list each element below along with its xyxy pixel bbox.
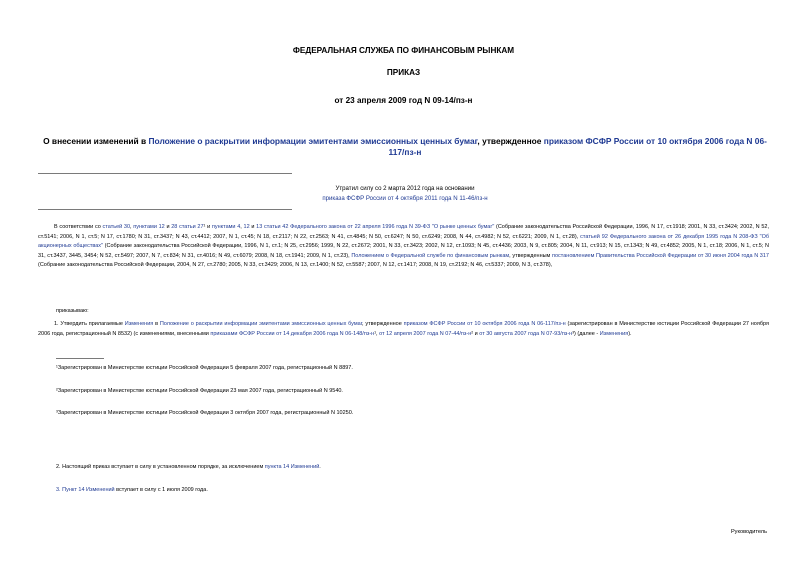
text: (Собрание законодательства Российской Федерации, 1996, N 1, ст.1; N 25, ст.2956; 1999, N 22, ст.2672; 2001, N 33, ст.3423; 2002, N 12, ст.1093; N 45, ст.4436; 2003, N 9, ст.805; 2004, N 11, ст.913; N 15, ст.1343; N 49, ст.4852; 2005, N 1, ст.18; 2006, N 1, ст.5; N 31, ст.3437, 3445, 3454; N 52, ст.5497; 2007, N 7, ст.834; N 31, ст.4016; N 49, ст.6079; 2008, N 18, ст.1941; 2009, N 1, ст.23), xyxy=(38,243,769,259)
text: , xyxy=(130,224,134,230)
title-link-order[interactable]: приказом ФСФР России от 10 октября 2006 года N 06-117/пз-н xyxy=(388,136,767,157)
text: (Собрание законодательства Российской Федерации, 2004, N 27, ст.2780; 2005, N 33, ст.3429; 2006, N 13, ст.1400; N 52, ст.5587; 2007, N 12, ст.1417; 2008, N 19, ст.2192; N 46, ст.5337; 2009, N 3, ст.378), xyxy=(38,262,553,268)
text: (зарегистрирован в Министерстве юстиции Российской Федерации 27 ноября 2006 года, регистрационный N 8532) (с изменениями, внесенными xyxy=(38,321,769,337)
title-text: О внесении изменений в xyxy=(43,136,149,146)
link-point-12[interactable]: 12 xyxy=(243,224,250,230)
footnote-mark: ² xyxy=(56,388,58,394)
link-point-14[interactable]: пункта 14 Изменений xyxy=(264,464,320,470)
text: , утвержденным xyxy=(509,252,552,259)
footnote-mark: ³ xyxy=(56,410,58,416)
link-point-14-item3[interactable]: Пункт 14 Изменений xyxy=(62,487,115,493)
link-changes-ref[interactable]: Изменения xyxy=(599,330,629,337)
footnote-text: Зарегистрирован в Министерстве юстиции Российской Федерации 23 мая 2007 года, регистрационный N 9540. xyxy=(57,388,343,394)
doc-type-heading: ПРИКАЗ xyxy=(386,68,421,77)
text: 1. Утвердить прилагаемые xyxy=(54,321,125,327)
link-points-12[interactable]: пунктами 12 xyxy=(133,224,165,230)
text: ¹ и xyxy=(203,224,212,230)
footnote xyxy=(56,410,353,416)
text: вступает в силу с 1 июля 2009 года. xyxy=(114,487,208,493)
link-order-07-93[interactable]: от 30 августа 2007 года N 07-93/пз-н xyxy=(479,330,573,337)
date-number-heading: от 23 апреля 2009 год N 09-14/пз-н xyxy=(334,96,473,105)
text: ³) (далее - xyxy=(572,330,600,337)
footnote-text: Зарегистрирован в Министерстве юстиции Российской Федерации 3 октября 2007 года, регистрационный N 10250. xyxy=(57,410,354,416)
lost-force-link[interactable]: приказа ФСФР России от 4 октября 2011 года N 11-46/пз-н xyxy=(322,195,488,202)
item-3-paragraph xyxy=(56,487,208,493)
link-fsfr-regulation[interactable]: Положением о Федеральной службе по финансовым рынкам xyxy=(351,252,510,259)
link-law-208fz[interactable]: статьей 92 Федерального закона от 26 декабря 1995 года N 208-ФЗ "Об акционерных обществах" xyxy=(38,233,770,249)
link-order-06-117[interactable]: приказом ФСФР России от 10 октября 2006 года N 06-117/пз-н xyxy=(403,321,566,327)
agency-heading: ФЕДЕРАЛЬНАЯ СЛУЖБА ПО ФИНАНСОВЫМ РЫНКАМ xyxy=(292,46,515,55)
signature-role: Руководитель xyxy=(730,529,767,535)
footnote-text: Зарегистрирован в Министерстве юстиции Российской Федерации 5 февраля 2007 года, регистрационный N 8897. xyxy=(57,365,353,371)
text: ¹, xyxy=(374,330,380,337)
link-item-3-number[interactable]: 3. xyxy=(56,487,63,493)
document-title xyxy=(36,136,774,158)
footnote xyxy=(56,388,343,394)
link-order-07-44[interactable]: от 12 апреля 2007 года N 07-44/пз-н xyxy=(379,330,472,337)
text: В соответствии со xyxy=(54,224,103,230)
divider xyxy=(38,209,292,210)
text: в xyxy=(153,321,160,327)
link-points-4[interactable]: пунктами 4 xyxy=(211,224,241,230)
text: , утвержденное xyxy=(362,321,404,327)
text: и xyxy=(164,224,172,230)
divider xyxy=(38,173,292,174)
link-article-27[interactable]: 28 статьи 27 xyxy=(171,224,204,230)
text: ² и xyxy=(471,330,480,337)
text: 2. Настоящий приказ вступает в силу в установленном порядке, за исключением xyxy=(56,464,265,470)
title-link-regulation[interactable]: Положение о раскрытии информации эмитентами эмиссионных ценных бумаг xyxy=(148,136,478,146)
item-2-paragraph xyxy=(56,464,321,470)
text: и xyxy=(249,224,257,230)
lost-force-text: Утратил силу со 2 марта 2012 года на основании xyxy=(335,185,475,192)
order-word: приказываю: xyxy=(56,308,89,314)
footnote-divider xyxy=(56,358,104,359)
link-changes[interactable]: Изменения xyxy=(124,321,154,327)
link-regulation[interactable]: Положение о раскрытии информации эмитентами эмиссионных ценных бумаг xyxy=(159,321,363,327)
text: . xyxy=(319,464,321,470)
link-article-30[interactable]: статьей 30 xyxy=(102,224,131,230)
footnote xyxy=(56,365,353,371)
text: (Собрание законодательства Российской Федерации, 1996, N 17, ст.1918; 2001, N 33, ст.3424; 2002, N 52, ст.5141; 2006, N 1, ст.5; N 17, ст.1780; N 31, ст.3437; N 43, ст.4412; 2007, N 1, ст.45; N 18, ст.2117; N 22, ст.2563; N 41, ст.4845; N 50, ст.6247; N 50, ст.6249; 2008, N 44, ст.4982; N 52, ст.6221; 2009, N 1, ст.28), xyxy=(38,224,769,240)
footnote-mark: ¹ xyxy=(56,365,58,371)
title-text: , утвержденное xyxy=(477,136,544,146)
item-1-paragraph xyxy=(38,320,769,339)
text: ). xyxy=(628,330,632,337)
link-government-decree[interactable]: постановлением Правительства Российской Федерации от 30 июня 2004 года N 317 xyxy=(551,252,769,259)
text: , xyxy=(240,224,244,230)
preamble-paragraph xyxy=(38,223,769,271)
link-order-06-148[interactable]: приказами ФСФР России от 14 декабря 2006 года N 06-148/пз-н xyxy=(210,330,375,337)
lost-force-note xyxy=(190,184,620,204)
link-law-39fz[interactable]: 13 статьи 42 Федерального закона от 22 апреля 1996 года N 39-ФЗ "О рынке ценных бумаг" xyxy=(256,224,495,230)
